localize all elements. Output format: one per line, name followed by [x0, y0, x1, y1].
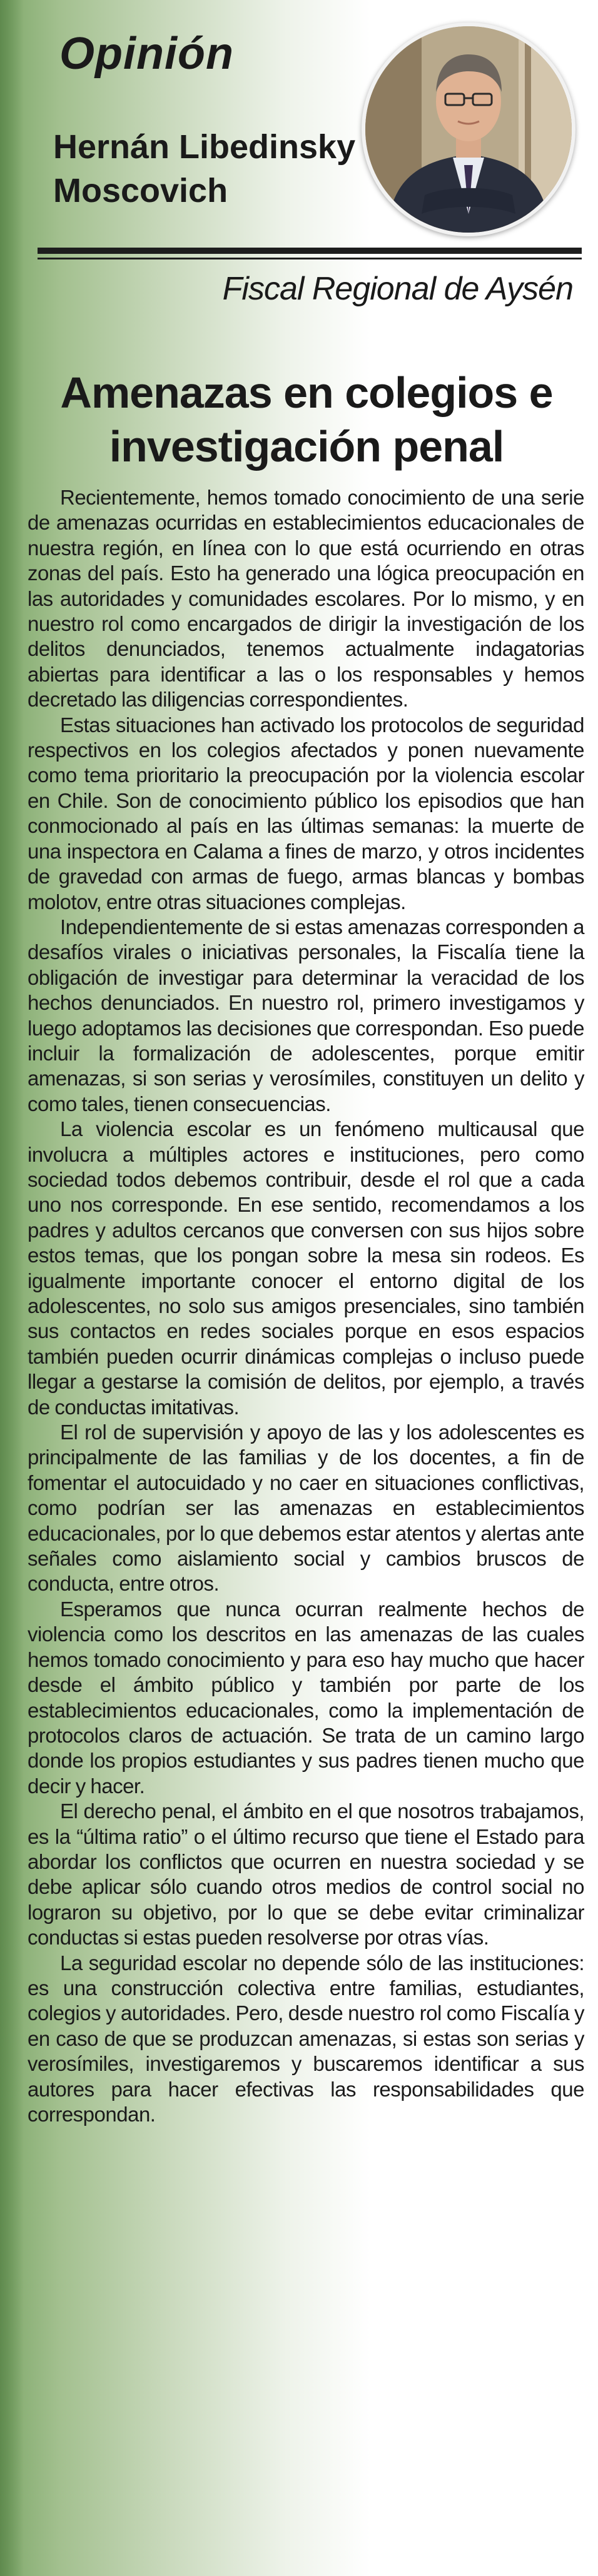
section-label: Opinión: [59, 29, 234, 79]
article-headline: Amenazas en colegios e investigación penal: [60, 368, 553, 471]
column-header: [0, 0, 598, 338]
author-portrait: [362, 23, 575, 236]
header-divider-thick: [38, 248, 582, 254]
header-divider-thin: [38, 258, 582, 259]
article-paragraph: Esperamos que nunca ocurran realmente hechos de violencia como los descritos en las amenazas de las cuales hemos tomado conocimiento y para eso hay mucho que hacer desde el ámbito público y también por parte de los establecimientos educacionales, como la implementación de protocolos claros de actuación. Se trata de un camino largo donde los propios estudiantes y sus padres tienen mucho que decir y hacer.: [28, 1597, 584, 1798]
decorative-green-edge: [0, 0, 24, 2576]
article-paragraph: El derecho penal, el ámbito en el que nosotros trabajamos, es la “última ratio” o el último recurso que tiene el Estado para abordar los conflictos que ocurren en nuestra sociedad y se debe aplicar sólo cuando otros medios de control social no lograron su objetivo, por lo que se debe evitar criminalizar conductas si estas pueden resolverse por otras vías.: [28, 1799, 584, 1950]
article-paragraph: La seguridad escolar no depende sólo de las instituciones: es una construcción colectiva entre familias, estudiantes, colegios y autoridades. Pero, desde nuestro rol como Fiscalía y en caso de que se produzcan amenazas, si estas son serias y verosímiles, investigaremos y buscaremos identificar a sus autores para hacer efectivas las responsabilidades que correspondan.: [28, 1951, 584, 2126]
author-role: Fiscal Regional de Aysén: [222, 271, 573, 307]
article-paragraph: Recientemente, hemos tomado conocimiento de una serie de amenazas ocurridas en establecimientos educacionales de nuestra región, en línea con lo que está ocurriendo en otras zonas del país. Esto ha generado una lógica preocupación en las autoridades y comunidades escolares. Por lo mismo, y en nuestro rol como encargados de dirigir la investigación de los delitos denunciados, tenemos actualmente indagatorias abiertas para identificar a las o los responsables y hemos decretado las diligencias correspondientes.: [28, 486, 584, 712]
article-paragraph: Independientemente de si estas amenazas corresponden a desafíos virales o iniciativas personales, la Fiscalía tiene la obligación de investigar para determinar la veracidad de los hechos denunciados. En nuestro rol, primero investigamos y luego adoptamos las decisiones que correspondan. Eso puede incluir la formalización de adolescentes, porque emitir amenazas, si son serias y verosímiles, constituyen un delito y como tales, tienen consecuencias.: [28, 915, 584, 1115]
author-name: Hernán Libedinsky Moscovich: [53, 128, 356, 209]
article-paragraph: El rol de supervisión y apoyo de las y los adolescentes es principalmente de las familias y de los docentes, a fin de fomentar el autocuidado y no caer en situaciones conflictivas, como podrían ser las amenazas en establecimientos educacionales, por lo que debemos estar atentos y alertas ante señales como aislamiento social y cambios bruscos de conducta, entre otros.: [28, 1421, 584, 1596]
author-portrait-photo-icon: [365, 26, 572, 233]
article-body: [28, 485, 584, 2127]
article-paragraph: La violencia escolar es un fenómeno multicausal que involucra a múltiples actores e instituciones, pero como sociedad todos debemos contribuir, desde el rol que a cada uno nos corresponde. En ese sentido, recomendamos a los padres y adultos cercanos que conversen con sus hijos sobre estos temas, que los pongan sobre la mesa sin rodeos. Es igualmente importante conocer el entorno digital de los adolescentes, no solo sus amigos presenciales, sino también sus contactos en redes sociales porque en esos espacios también pueden ocurrir dinámicas complejas o incluso puede llegar a gestarse la comisión de delitos, por ejemplo, a través de conductas imitativas.: [28, 1117, 584, 1419]
article-paragraph: Estas situaciones han activado los protocolos de seguridad respectivos en los colegios afectados y ponen nuevamente como tema prioritario la preocupación por la violencia escolar en Chile. Son de conocimiento público los episodios que han conmocionado al país en las últimas semanas: la muerte de una inspectora en Calama a fines de marzo, y otros incidentes de gravedad con armas de fuego, armas blancas y bombas molotov, entre otras situaciones complejas.: [28, 713, 584, 913]
